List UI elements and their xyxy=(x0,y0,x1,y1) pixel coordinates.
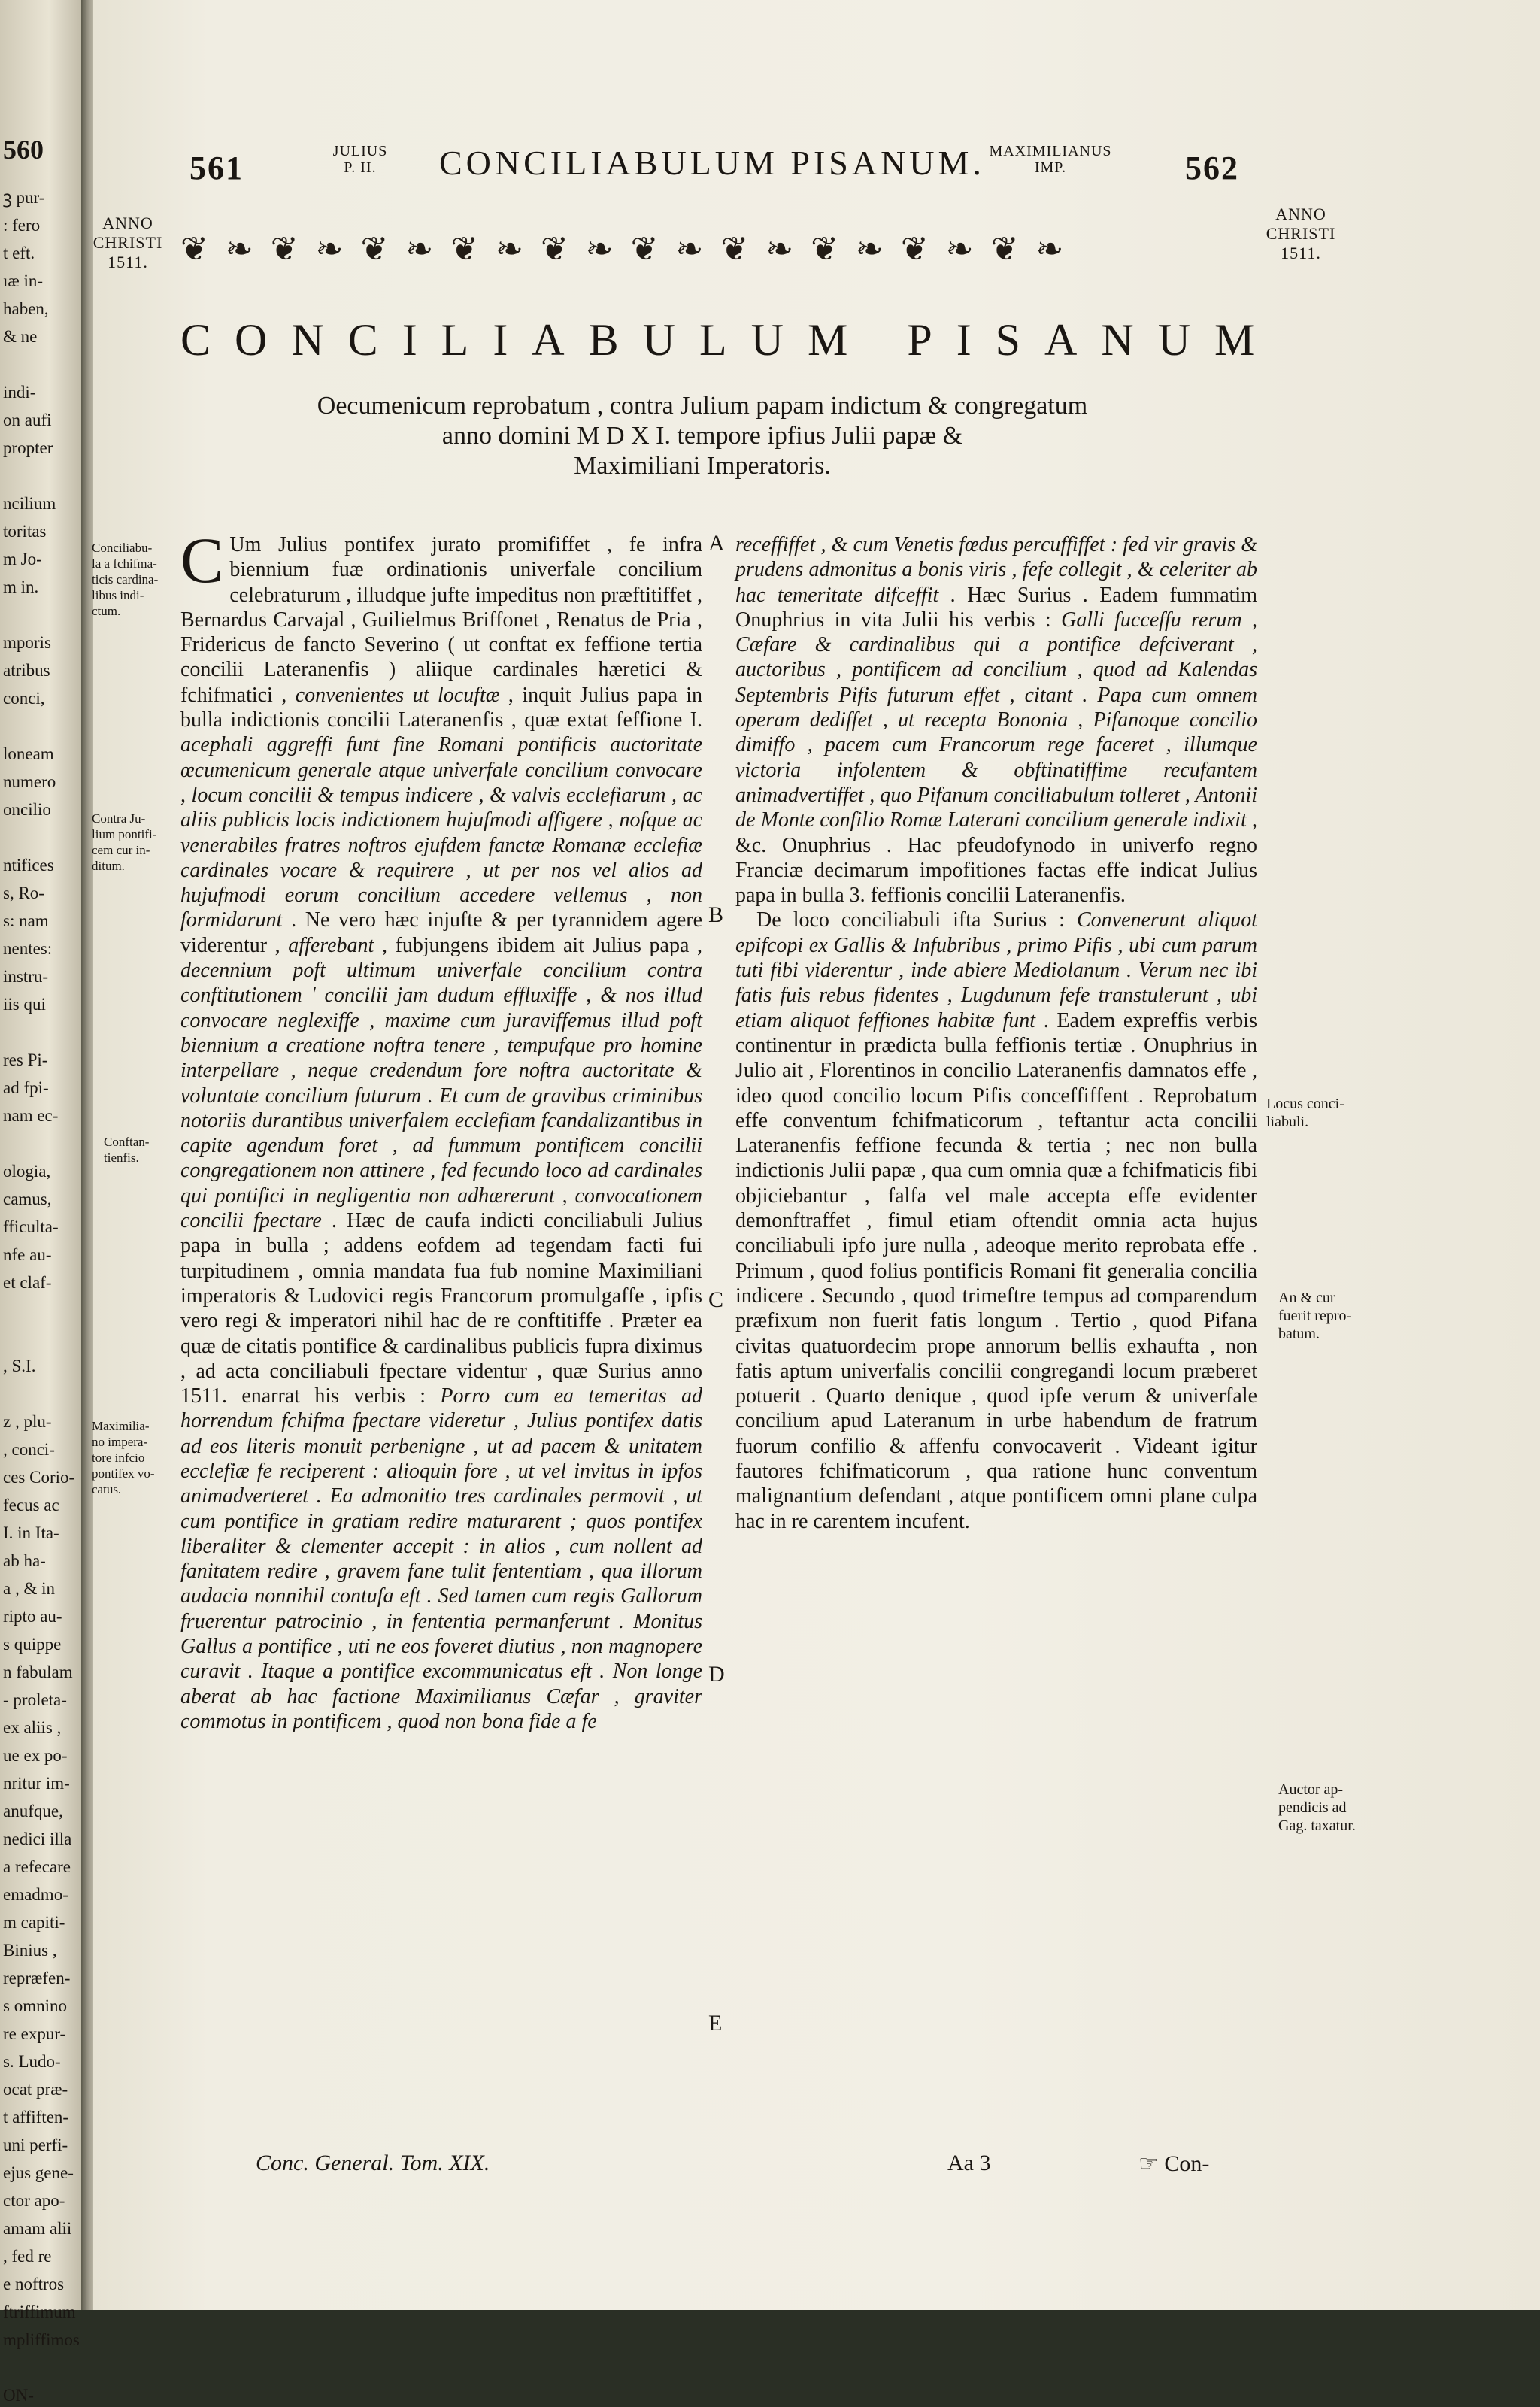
main-title: CONCILIABULUM PISANUM xyxy=(180,315,1279,365)
subtitle: Oecumenicum reprobatum , contra Julium papam indictum & congregatum anno domini M D X I. tempore ipfius Julii papæ & Maximiliani Imperatoris. xyxy=(317,392,1088,480)
section-letter-b: B xyxy=(708,902,724,927)
previous-page-fragment: ncilium xyxy=(3,494,56,513)
margin-note-left-2: Contra Ju- lium pontifi- cem cur in- ditum. xyxy=(92,811,157,873)
previous-page-fragment: fficulta- xyxy=(3,1217,59,1236)
previous-page-fragment: - proleta- xyxy=(3,1690,67,1709)
previous-page-fragment: s quippe xyxy=(3,1635,62,1654)
previous-page-fragment: ON- xyxy=(3,2386,34,2405)
previous-page-fragment: ctor apo- xyxy=(3,2191,65,2210)
previous-page-fragment: s omnino xyxy=(3,1996,67,2015)
previous-page-fragment: atribus xyxy=(3,661,50,680)
previous-page-fragment: m capiti- xyxy=(3,1913,65,1932)
previous-page-fragment: Binius , xyxy=(3,1941,57,1960)
section-letter-c: C xyxy=(708,1287,724,1312)
previous-page-fragment: nedici illa xyxy=(3,1830,72,1848)
year-marker-left: ANNO CHRISTI 1511. xyxy=(92,214,163,271)
previous-page-fragment: m Jo- xyxy=(3,550,42,568)
text-column-left xyxy=(180,524,703,2140)
previous-page-fragment: camus, xyxy=(3,1190,52,1208)
previous-page-fragment: uni perfi- xyxy=(3,2136,68,2154)
previous-page-fragment: e noftros xyxy=(3,2275,65,2293)
previous-page-fragment: toritas xyxy=(3,522,47,541)
previous-page-fragment: nam ec- xyxy=(3,1106,59,1125)
margin-note-left-4: Maximilia- no impera- tore infcio pontifex vo- catus. xyxy=(92,1419,155,1496)
previous-page-fragment: , fed re xyxy=(3,2247,52,2266)
previous-page-fragment: a , & in xyxy=(3,1579,55,1598)
previous-page-fragment: repræfen- xyxy=(3,1969,71,1987)
previous-page-fragment: propter xyxy=(3,438,53,457)
previous-page-edge xyxy=(0,0,89,2405)
previous-page-fragment: ftriffimum xyxy=(3,2302,76,2321)
previous-page-fragment: instru- xyxy=(3,967,49,986)
previous-page-fragment: numero xyxy=(3,772,56,791)
previous-page-fragment: ocat præ- xyxy=(3,2080,68,2099)
previous-page-fragment: ue ex po- xyxy=(3,1746,68,1765)
header-pope: JULIUS P. II. xyxy=(332,143,388,176)
previous-page-fragment: ces Corio- xyxy=(3,1468,75,1487)
previous-page-fragment: ejus gene- xyxy=(3,2163,74,2182)
section-letter-d: D xyxy=(708,1662,725,1687)
previous-page-fragment: ex aliis , xyxy=(3,1718,62,1737)
previous-page-fragment: emadmo- xyxy=(3,1885,68,1904)
previous-page-fragment: re expur- xyxy=(3,2024,66,2043)
margin-note-right-1: Locus conci- liabuli. xyxy=(1266,1096,1344,1130)
previous-page-fragment: mpliffimos xyxy=(3,2330,80,2349)
margin-note-right-2: An & cur fuerit repro- batum. xyxy=(1278,1290,1352,1342)
previous-page-fragment: anufque, xyxy=(3,1802,63,1820)
previous-page-fragment: I. in Ita- xyxy=(3,1523,59,1542)
paragraph-left: C Um Julius pontifex jurato promififfet , fe infra biennium fuæ ordinationis univerfale concilium celebraturum , illudque jufte impeditus non præftitiffet , Bernardus Carvajal , Guilielmus Briffonet , Renatus de Pria , Fridericus de fancto Severino ( ut conftat ex feffione tertia concilii Lateranenfis ) aliique cardinales hæretici & fchifmatici , convenientes ut locuftæ , inquit Julius papa in bulla indictionis concilii Lateranenfis , quæ extat feffione I. acephali aggreffi funt fine Romani pontificis auctoritate œcumenicum generale atque univerfale concilium convocare , locum concilii & tempus indicere , & valvis ecclefiarum , ac aliis publicis locis indictionem hujufmodi affigere , nofque ac venerabiles fratres noftros ejufdem fanctæ Romanæ ecclefiæ cardinales vocare & requirere , ut per nos vel alios ad hujufmodi eorum concilium accedere vellemus , non formidarunt . Ne vero hæc injufte & per tyrannidem agere viderentur , afferebant , fubjungens ibidem ait Julius papa , decennium poft ultimum univerfale concilium contra conftitutionem ' concilii jam dudum effluxiffe , & nos illud convocare neglexiffe , maxime cum juraviffemus illud poft biennium a creatione noftra tenere , tempufque pro homine interpellare , neque credendum fore noftra auctoritate & voluntate concilium futurum . Et cum de gravibus criminibus notoriis durantibus univerfalem ecclefiam fcandalizantibus in capite agendum foret , ad fummum pontificem concilii congregationem non attinere , fed fecundo loco ad cardinales qui pontifici in negligentia non adhærerunt , convocationem concilii fpectare . Hæc de caufa indicti conciliabuli Julius papa in bulla ; addens eofdem ad tegendam facti fui turpitudinem , omnia mandata fua fub nomine Maximiliani imperatoris & Ludovici regis Francorum promulgaffe , ipfis vero regi & imperatori nihil hac de re conftitiffe . Præter ea quæ de citatis pontifice & cardinalibus publicis fupra diximus , ad acta conciliabuli fpectare videntur , quæ Surius anno 1511. enarrat his verbis : Porro cum ea temeritas ad horrendum fchifma fpectare videretur , Julius pontifex datis ad eos literis monuit perbenigne , ut ad pacem & unitatem ecclefiæ fe reciperent : alioquin fore , ut vel invitus in ipfos animadverteret . Ea admonitio tres cardinales permovit , ut cum pontifice in gratiam redire maturarent ; quos pontifex liberaliter & clementer accepit : in alios , cum nollent ad fanitatem redire , gravem fane tulit fententiam , qua illorum audacia nonnihil contufa eft . Sed tamen cum regis Gallorum fruerentur patrocinio , in fententia permanferunt . Monitus Gallus a pontifice , uti ne eos foveret diutius , non magnopere curavit . Itaque a pontifice excommunicatus eft . Non longe aberat ab hac factione Maximilianus Cæfar , graviter commotus in pontificem , quod non bona fide a fe xyxy=(180,524,703,1733)
ornamental-band: ❦ ❧ ❦ ❧ ❦ ❧ ❦ ❧ ❦ ❧ ❦ ❧ ❦ ❧ ❦ ❧ ❦ ❧ ❦ ❧ xyxy=(180,231,1069,268)
previous-page-fragment: , S.I. xyxy=(3,1357,36,1375)
previous-page-fragment: t affiften- xyxy=(3,2108,69,2127)
signature-mark: Aa 3 xyxy=(947,2151,991,2175)
previous-page-fragment: on aufi xyxy=(3,411,52,429)
page-number-right: 562 xyxy=(1185,150,1239,186)
previous-page-fragment: s: nam xyxy=(3,911,49,930)
catchword: ☞ Con- xyxy=(1138,2151,1210,2176)
previous-page-fragment: z , plu- xyxy=(3,1412,52,1431)
page xyxy=(93,0,1540,2310)
previous-page-fragment: ab ha- xyxy=(3,1551,46,1570)
previous-page-fragment: & ne xyxy=(3,327,38,346)
header-emperor: MAXIMILIANUS IMP. xyxy=(989,143,1112,176)
previous-page-fragment: amam alii xyxy=(3,2219,72,2238)
section-letter-a: A xyxy=(708,531,725,556)
previous-page-fragment: ntifices xyxy=(3,856,54,875)
paragraph-right-2: De loco conciliabuli ifta Surius : Convenerunt aliquot epifcopi ex Gallis & Infubribus , primo Pifis , ubi cum parum tuti fibi viderentur , inde abiere Mediolanum . Verum nec ibi fatis fuis rebus fidentes , Lugdunum fefe transtulerunt , ubi etiam aliquot feffiones habitæ funt . Eadem expreffis verbis continentur in prædicta bulla feffionis tertiæ . Onuphrius in Julio ait , Florentinos in concilio Lateranenfis damnatos effe , ideo quod concilio locum Pifis conceffiffent . Reprobatum effe conventum fchifmaticorum , teftantur acta concilii Lateranenfis feffione fecunda & tertia ; nec non bulla indictionis Julii papæ , qua cum omnia quæ a fchifmaticis fibi objiciebantur , falfa vel male accepta effe evidenter demonftraffet , fimul etiam oftendit omnia acta hujus conciliabuli ipfo jure nulla , adeoque merito reprobata effe . Primum , quod folius pontificis Romani fit generalia concilia indicere . Secundo , quod trimeftre tempus ad comparendum præfixum non fuerit fatis longum . Tertio , quod Pifana civitas quatuordecim prope annorum bellis exhaufta , non fatis aptum univerfalis concilii congregandi locum præberet potuerit . Quarto denique , quod ipfe verum & univerfale concilium apud Lateranum in urbe habendum de fratrum fuorum confilio & affenfu convocaverit . Videant igitur fautores fchifmaticorum , qua ratione hunc conventum malignantium defendant , atque pontificem omni plane culpa hac in re carentem incufent. xyxy=(735,908,1257,1533)
previous-page-fragment: m in. xyxy=(3,577,39,596)
margin-note-right-3: Auctor ap- pendicis ad Gag. taxatur. xyxy=(1278,1781,1356,1834)
previous-page-fragment: conci, xyxy=(3,689,45,708)
previous-page-fragment: s, Ro- xyxy=(3,884,44,902)
previous-page-fragment: ologia, xyxy=(3,1162,51,1181)
previous-page-fragment: ad fpi- xyxy=(3,1078,49,1097)
previous-page-fragment: oncilio xyxy=(3,800,51,819)
previous-page-fragment: ꝫ pur- xyxy=(3,188,45,207)
margin-note-left-3: Conftan- tienfis. xyxy=(104,1135,150,1165)
running-title: CONCILIABULUM PISANUM. xyxy=(439,144,985,182)
previous-page-fragment: a refecare xyxy=(3,1857,71,1876)
paragraph-right-1: receffiffet , & cum Venetis fœdus percuffiffet : fed vir gravis & prudens admonitus a bonis viris , fefe collegit , & celeriter ab hac temeritate difceffit . Hæc Surius . Eadem fummatim Onuphrius in vita Julii his verbis : Galli fucceffu rerum , Cæfare & cardinalibus qui a pontifice defciverant , auctoribus , pontificem ad concilium , quod ad Kalendas Septembris Pifis futurum effet , citant . Papa cum omnem operam dediffet , ut recepta Bononia , Pifanoque concilio dimiffo , pacem cum Francorum rege faceret , illumque victoria infolentem & obftinatiffime recufantem animadvertiffet , quo Pifanum conciliabulum tolleret , Antonii de Monte confilio Romæ Laterani concilium generale indixit , &c. Onuphrius . Hac pfeudofynodo in univerfo regno Franciæ decimarum impofitiones factas effe indicat Julius papa in bulla 3. feffionis concilii Lateranenfis. xyxy=(735,533,1257,908)
previous-page-fragment: et claf- xyxy=(3,1273,52,1292)
previous-page-fragment: haben, xyxy=(3,299,49,318)
previous-page-fragment: nentes: xyxy=(3,939,53,958)
page-number-left: 561 xyxy=(189,150,244,186)
year-marker-right: ANNO CHRISTI 1511. xyxy=(1266,205,1336,262)
previous-page-fragment: n fabulam xyxy=(3,1663,73,1681)
section-letter-e: E xyxy=(708,2011,723,2036)
previous-page-fragment: , conci- xyxy=(3,1440,55,1459)
previous-page-fragment: s. Ludo- xyxy=(3,2052,61,2071)
footer-volume: Conc. General. Tom. XIX. xyxy=(256,2151,490,2175)
previous-page-fragment: nritur im- xyxy=(3,1774,70,1793)
previous-page-fragment: mporis xyxy=(3,633,51,652)
previous-page-fragment: res Pi- xyxy=(3,1050,48,1069)
text-column-right xyxy=(735,532,1257,1946)
previous-page-fragment: iis qui xyxy=(3,995,46,1014)
previous-page-fragment: indi- xyxy=(3,383,36,402)
previous-page-number: 560 xyxy=(3,135,44,165)
previous-page-fragment: t eft. xyxy=(3,244,35,262)
drop-cap: C xyxy=(180,524,224,596)
margin-note-left-1: Conciliabu- la a fchifma- ticis cardina- libus indi- ctum. xyxy=(92,541,159,618)
previous-page-fragment: loneam xyxy=(3,744,54,763)
previous-page-fragment: nfe au- xyxy=(3,1245,52,1264)
previous-page-fragment: fecus ac xyxy=(3,1496,59,1514)
previous-page-fragment: ripto au- xyxy=(3,1607,62,1626)
previous-page-fragment: : fero xyxy=(3,216,41,235)
previous-page-fragment: ıæ in- xyxy=(3,271,44,290)
